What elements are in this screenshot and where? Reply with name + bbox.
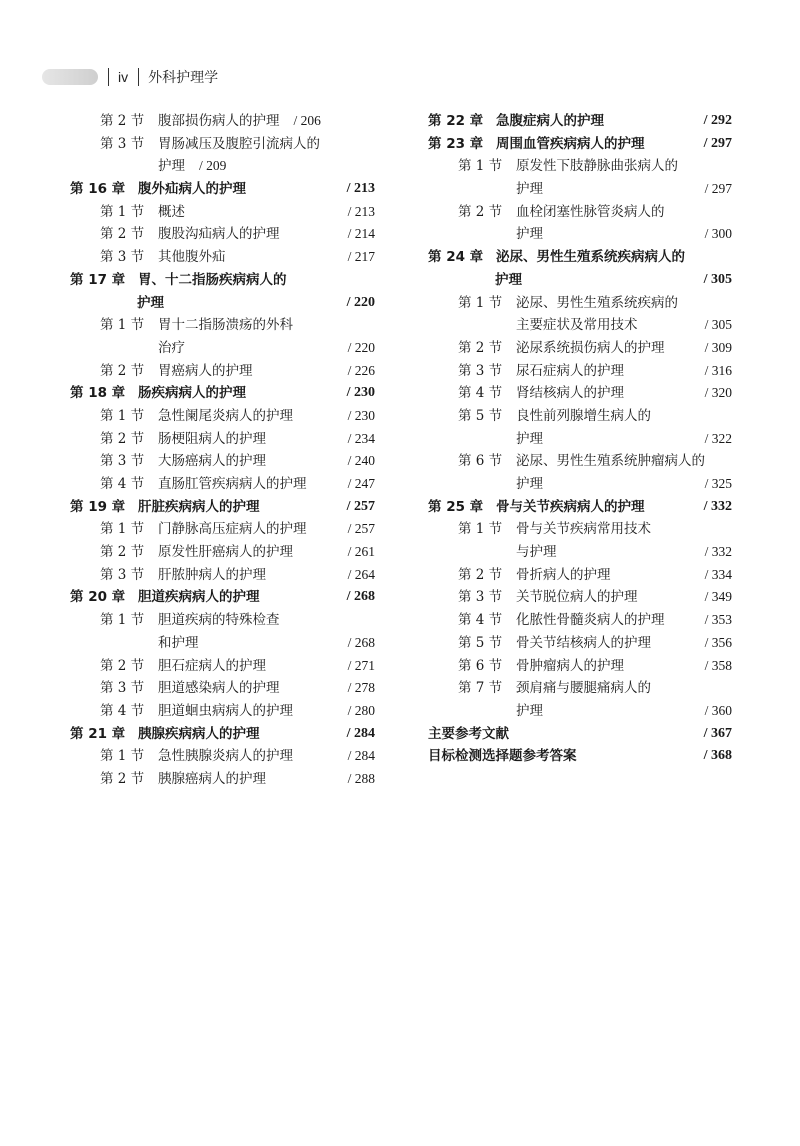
toc-entry-section	[428, 450, 732, 473]
toc-entry-number: 第 1 节	[100, 612, 145, 629]
toc-entry-section	[70, 201, 375, 224]
toc-entry-title: 周围血管疾病病人的护理	[496, 135, 645, 152]
toc-entry-number: 第 3 节	[100, 453, 145, 470]
toc-entry-number: 第 20 章	[70, 589, 126, 606]
toc-entry-page: / 316	[704, 362, 732, 378]
toc-entry-section	[70, 360, 375, 383]
toc-entry-section	[428, 609, 732, 632]
toc-entry-title: 护理	[516, 430, 543, 447]
toc-entry-title: 肾结核病人的护理	[516, 385, 624, 402]
toc-entry-number: 第 1 节	[100, 317, 145, 334]
toc-entry-section	[70, 133, 375, 156]
toc-entry-section	[70, 609, 375, 632]
toc-entry-section	[70, 518, 375, 541]
toc-entry-title: 腹部损伤病人的护理	[158, 113, 280, 129]
toc-entry-page: / 220	[346, 294, 375, 310]
toc-entry-title: 腹股沟疝病人的护理	[158, 226, 280, 243]
toc-column-left	[70, 110, 375, 791]
toc-entry-chapter	[70, 586, 375, 609]
toc-entry-number: 第 3 节	[100, 680, 145, 697]
toc-entry-number: 第 6 节	[458, 453, 503, 470]
toc-entry-page: / 240	[347, 453, 375, 469]
toc-entry-title: 护理	[137, 294, 164, 311]
toc-entry-number: 第 2 节	[100, 113, 145, 129]
toc-entry-title: 和护理	[158, 634, 199, 651]
toc-entry-page: / 356	[704, 634, 732, 650]
toc-entry-number: 第 17 章	[70, 271, 126, 288]
toc-entry-title: 主要症状及常用技术	[516, 317, 638, 334]
header-decoration-bar	[42, 69, 98, 85]
toc-entry-title: 急性胰腺炎病人的护理	[158, 748, 293, 765]
toc-entry-page: / 334	[704, 566, 732, 582]
toc-entry-number: 第 5 节	[458, 634, 503, 651]
toc-entry-title: 肝脓肿病人的护理	[158, 566, 266, 583]
toc-entry-title: 护理	[516, 181, 543, 198]
toc-entry-title: 骨折病人的护理	[516, 566, 611, 583]
toc-entry-section	[70, 246, 375, 269]
toc-entry-section	[428, 564, 732, 587]
toc-entry-section	[70, 450, 375, 473]
toc-entry-page: / 332	[704, 544, 732, 560]
toc-entry-page: / 268	[347, 634, 375, 650]
toc-entry-title: 尿石症病人的护理	[516, 362, 624, 379]
toc-entry-number: 第 5 节	[458, 407, 503, 424]
toc-entry-title: 原发性下肢静脉曲张病人的	[516, 158, 678, 175]
toc-entry-title: 急腹症病人的护理	[496, 113, 604, 129]
toc-entry-title: 胆道疾病病人的护理	[138, 589, 260, 606]
toc-entry-number: 第 2 节	[100, 770, 145, 787]
toc-entry-title: 胃肠减压及腹腔引流病人的	[158, 135, 320, 152]
toc-entry-number: 第 1 节	[458, 294, 503, 311]
toc-entry-page: / 332	[703, 498, 732, 514]
toc-entry-title: 骨与关节疾病病人的护理	[496, 498, 645, 515]
toc-entry-section	[70, 110, 375, 133]
toc-entry-title: 急性阑尾炎病人的护理	[158, 407, 293, 424]
toc-entry-title: 主要参考文献	[428, 725, 509, 742]
toc-entry-section	[428, 518, 732, 541]
toc-entry-chapter	[428, 133, 732, 156]
toc-entry-number: 第 6 节	[458, 657, 503, 674]
toc-entry-number: 第 2 节	[100, 226, 145, 243]
toc-entry-page: / 257	[347, 521, 375, 537]
toc-entry-page: / 305	[703, 271, 732, 287]
toc-entry-page: / 206	[293, 113, 321, 128]
toc-entry-title: 原发性肝癌病人的护理	[158, 544, 293, 561]
toc-entry-title: 护理	[516, 226, 543, 243]
toc-entry-number: 第 2 节	[458, 339, 503, 356]
toc-entry-chapter	[70, 178, 375, 201]
toc-entry-section	[70, 314, 375, 337]
toc-entry-title: 泌尿、男性生殖系统肿瘤病人的	[516, 453, 705, 470]
toc-entry-section	[428, 337, 732, 360]
toc-entry-number: 第 3 节	[100, 566, 145, 583]
toc-entry-number: 第 19 章	[70, 498, 126, 515]
toc-entry-page: / 325	[704, 476, 732, 491]
toc-entry-title: 胰腺疾病病人的护理	[138, 725, 260, 742]
toc-entry-number: 第 25 章	[428, 498, 484, 515]
toc-entry-page: / 358	[704, 657, 732, 673]
toc-entry-page: / 320	[704, 385, 732, 401]
toc-entry-title: 肠梗阻病人的护理	[158, 430, 266, 447]
toc-entry-section	[70, 428, 375, 451]
header-divider	[108, 68, 109, 86]
toc-entry-number: 第 23 章	[428, 135, 484, 152]
toc-entry-page: / 214	[347, 226, 375, 242]
toc-entry-title: 血栓闭塞性脉管炎病人的	[516, 203, 665, 220]
toc-entry-title: 治疗	[158, 339, 185, 356]
toc-entry-number: 第 3 节	[458, 362, 503, 379]
toc-entry-title: 门静脉高压症病人的护理	[158, 521, 307, 538]
toc-entry-title: 大肠癌病人的护理	[158, 453, 266, 470]
toc-entry-page: / 284	[347, 748, 375, 764]
toc-entry-cont	[428, 223, 732, 246]
toc-entry-title: 骨关节结核病人的护理	[516, 634, 651, 651]
toc-entry-number: 第 1 节	[100, 203, 145, 220]
toc-entry-number: 第 3 节	[458, 589, 503, 606]
toc-entry-page: / 213	[347, 203, 375, 219]
toc-entry-number: 第 4 节	[458, 385, 503, 402]
toc-entry-cont	[70, 337, 375, 360]
toc-entry-page: / 213	[346, 181, 375, 197]
toc-entry-section	[428, 201, 732, 224]
toc-entry-cont	[428, 314, 732, 337]
toc-entry-number: 第 2 节	[100, 657, 145, 674]
toc-entry-cont	[428, 428, 732, 451]
toc-entry-cont	[70, 155, 375, 178]
toc-entry-title: 胆道蛔虫病病人的护理	[158, 702, 293, 719]
toc-entry-number: 第 2 节	[458, 566, 503, 583]
toc-entry-section	[428, 655, 732, 678]
toc-entry-page: / 220	[347, 339, 375, 355]
toc-entry-page: / 322	[704, 430, 732, 446]
toc-entry-page: / 360	[704, 702, 732, 718]
toc-entry-number: 第 3 节	[100, 249, 145, 266]
toc-entry-number: 第 2 节	[100, 544, 145, 561]
toc-entry-number: 第 2 节	[458, 203, 503, 220]
toc-entry-page: / 230	[346, 385, 375, 401]
toc-entry-title: 骨肿瘤病人的护理	[516, 657, 624, 674]
toc-entry-chapter	[70, 382, 375, 405]
toc-entry-chapter	[70, 723, 375, 746]
header-divider	[138, 68, 139, 86]
toc-entry-chapter-cont	[428, 269, 732, 292]
toc-entry-page: / 297	[703, 135, 732, 151]
toc-entry-number: 第 16 章	[70, 181, 126, 198]
running-header	[42, 67, 218, 87]
toc-entry-title: 胃十二指肠溃疡的外科	[158, 317, 293, 334]
toc-entry-chapter	[70, 269, 375, 292]
toc-entry-chapter	[428, 723, 732, 746]
toc-entry-number: 第 2 节	[100, 362, 145, 379]
toc-entry-title: 胆道感染病人的护理	[158, 680, 280, 697]
toc-entry-page: / 288	[347, 770, 375, 786]
toc-entry-number: 第 1 节	[100, 748, 145, 765]
toc-entry-section	[70, 473, 375, 496]
toc-entry-page: / 257	[346, 498, 375, 514]
toc-entry-section	[70, 745, 375, 768]
page-number: iv	[118, 69, 129, 85]
toc-entry-title: 直肠肛管疾病病人的护理	[158, 476, 307, 492]
toc-entry-cont	[428, 178, 732, 201]
toc-entry-number: 第 21 章	[70, 725, 126, 742]
book-title: 外科护理学	[148, 70, 219, 86]
toc-entry-page: / 368	[703, 748, 732, 764]
toc-entry-page: / 280	[347, 702, 375, 718]
toc-entry-title: 胃、十二指肠疾病病人的	[138, 271, 287, 288]
toc-entry-page: / 268	[346, 589, 375, 605]
toc-entry-section	[428, 632, 732, 655]
toc-entry-page: / 261	[347, 544, 375, 560]
toc-entry-page: / 217	[347, 249, 375, 265]
toc-entry-chapter	[428, 110, 732, 133]
toc-entry-page: / 349	[704, 589, 732, 605]
toc-entry-title: 护理	[516, 476, 543, 492]
toc-entry-page: / 278	[347, 680, 375, 696]
toc-entry-chapter	[70, 496, 375, 519]
toc-entry-page: / 300	[704, 226, 732, 242]
toc-entry-number: 第 2 节	[100, 430, 145, 447]
toc-entry-number: 第 22 章	[428, 113, 484, 129]
toc-entry-chapter-cont	[70, 292, 375, 315]
toc-entry-page: / 292	[703, 113, 732, 128]
toc-entry-number: 第 1 节	[458, 521, 503, 538]
toc-entry-page: / 234	[347, 430, 375, 446]
toc-entry-title: 与护理	[516, 544, 557, 561]
toc-entry-page: / 297	[704, 181, 732, 197]
toc-entry-title: 胰腺癌病人的护理	[158, 770, 266, 787]
toc-entry-page: / 271	[347, 657, 375, 673]
toc-entry-chapter	[428, 496, 732, 519]
toc-entry-section	[428, 292, 732, 315]
toc-entry-page: / 284	[346, 725, 375, 741]
toc-entry-number: 第 3 节	[100, 135, 145, 152]
toc-entry-title: 良性前列腺增生病人的	[516, 407, 651, 424]
toc-entry-title: 概述	[158, 203, 185, 220]
toc-entry-number: 第 4 节	[100, 702, 145, 719]
toc-entry-section	[70, 677, 375, 700]
toc-entry-section	[70, 655, 375, 678]
toc-entry-section	[70, 223, 375, 246]
toc-entry-title: 胃癌病人的护理	[158, 362, 253, 379]
toc-entry-number: 第 7 节	[458, 680, 503, 697]
toc-entry-title: 腹外疝病人的护理	[138, 181, 246, 198]
toc-entry-cont	[428, 473, 732, 496]
toc-entry-section	[428, 405, 732, 428]
toc-entry-title: 肝脏疾病病人的护理	[138, 498, 260, 515]
toc-entry-title: 泌尿、男性生殖系统疾病病人的	[496, 249, 685, 266]
toc-entry-page: / 247	[347, 476, 375, 491]
toc-entry-title: 胆石症病人的护理	[158, 657, 266, 674]
toc-entry-title: 护理	[158, 158, 185, 175]
toc-entry-number: 第 1 节	[100, 521, 145, 538]
toc-entry-title: 骨与关节疾病常用技术	[516, 521, 651, 538]
toc-entry-title: 泌尿、男性生殖系统疾病的	[516, 294, 678, 311]
toc-column-right	[428, 110, 732, 768]
toc-entry-page: / 305	[704, 317, 732, 333]
toc-entry-number: 第 4 节	[458, 612, 503, 629]
toc-entry-title: 护理	[516, 702, 543, 719]
toc-entry-number: 第 24 章	[428, 249, 484, 266]
toc-entry-title: 颈肩痛与腰腿痛病人的	[516, 680, 651, 697]
toc-entry-number: 第 1 节	[458, 158, 503, 175]
toc-entry-cont	[70, 632, 375, 655]
toc-entry-section	[428, 360, 732, 383]
toc-entry-section	[428, 586, 732, 609]
toc-entry-title: 目标检测选择题参考答案	[428, 748, 577, 765]
toc-entry-number: 第 18 章	[70, 385, 126, 402]
toc-entry-page: / 367	[703, 725, 732, 741]
toc-entry-section	[70, 541, 375, 564]
toc-entry-title: 关节脱位病人的护理	[516, 589, 638, 606]
toc-entry-title: 胆道疾病的特殊检查	[158, 612, 280, 629]
toc-entry-page: / 226	[347, 362, 375, 378]
toc-entry-page: / 230	[347, 407, 375, 423]
toc-entry-section	[428, 382, 732, 405]
toc-entry-chapter	[428, 745, 732, 768]
toc-entry-page: / 209	[199, 158, 227, 174]
toc-entry-page: / 264	[347, 566, 375, 582]
toc-entry-title: 泌尿系统损伤病人的护理	[516, 339, 665, 356]
toc-entry-number: 第 4 节	[100, 476, 145, 492]
toc-entry-section	[70, 700, 375, 723]
toc-entry-title: 肠疾病病人的护理	[138, 385, 246, 402]
toc-entry-number: 第 1 节	[100, 407, 145, 424]
toc-entry-page: / 353	[704, 612, 732, 628]
toc-entry-section	[70, 564, 375, 587]
toc-entry-cont	[428, 700, 732, 723]
toc-entry-section	[70, 405, 375, 428]
toc-entry-page: / 309	[704, 339, 732, 355]
toc-entry-section	[70, 768, 375, 791]
toc-entry-section	[428, 677, 732, 700]
toc-entry-title: 化脓性骨髓炎病人的护理	[516, 612, 665, 629]
toc-entry-title: 其他腹外疝	[158, 249, 226, 266]
toc-entry-section	[428, 155, 732, 178]
toc-entry-title: 护理	[495, 271, 522, 288]
toc-entry-cont	[428, 541, 732, 564]
toc-entry-chapter	[428, 246, 732, 269]
